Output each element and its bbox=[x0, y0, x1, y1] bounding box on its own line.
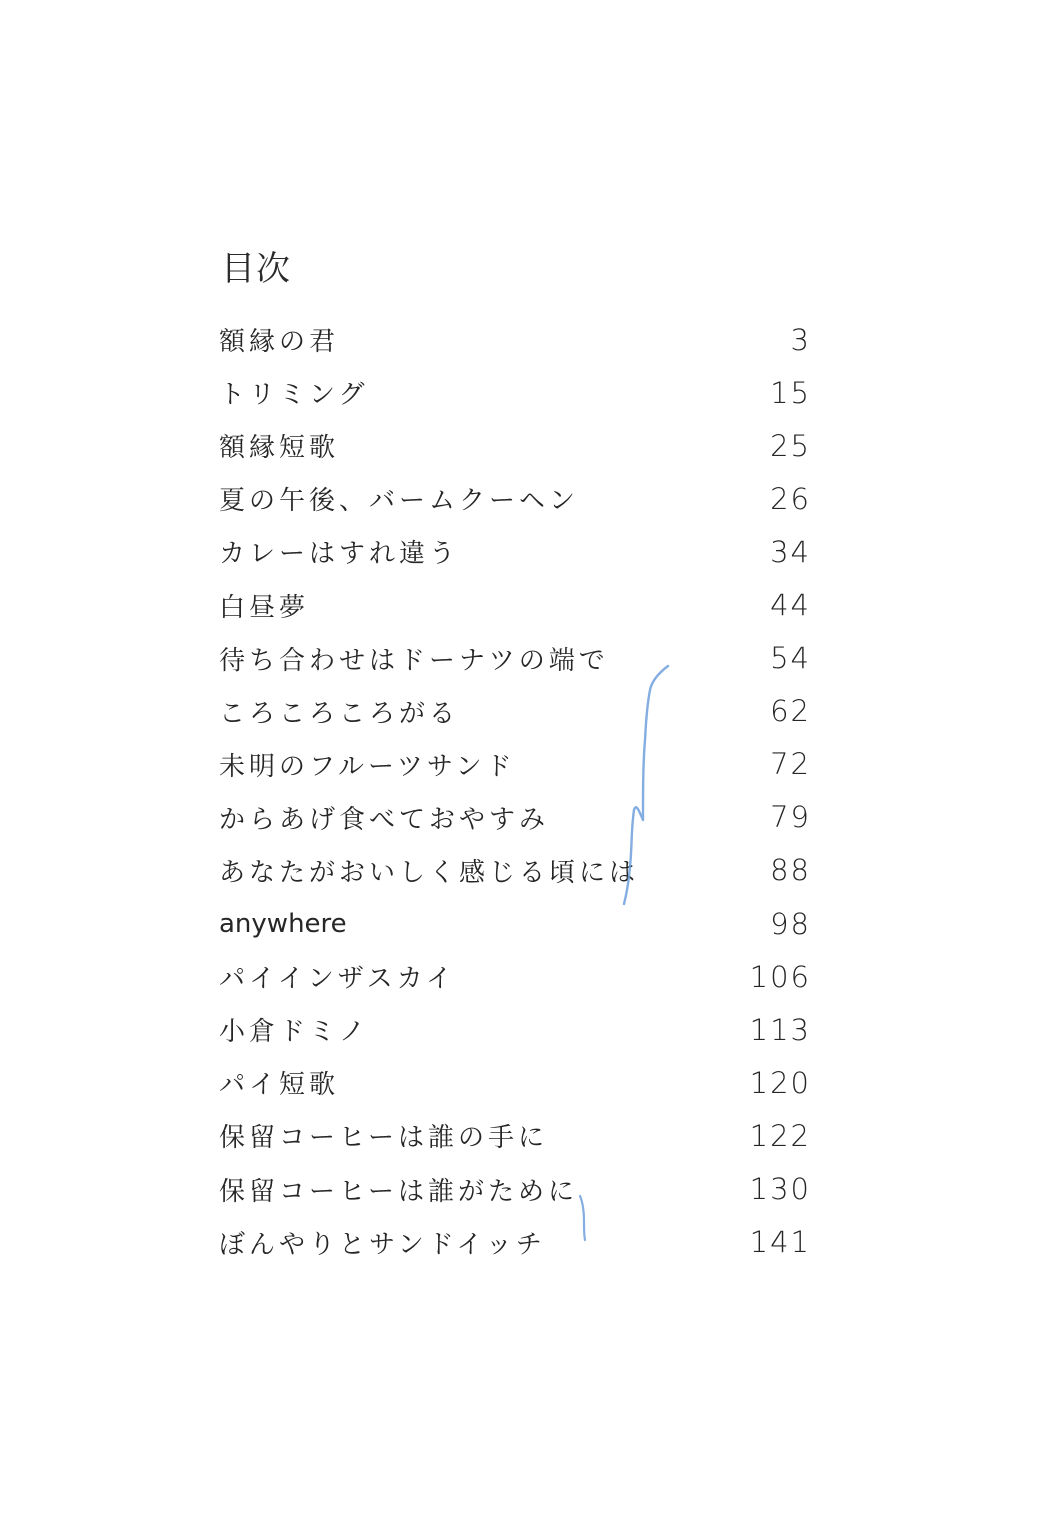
toc-row bbox=[219, 844, 811, 897]
toc-entry-title: 小倉ドミノ bbox=[219, 1017, 370, 1048]
toc-entry-page: 44 bbox=[770, 588, 811, 623]
toc-entry-title: カレーはすれ違う bbox=[219, 539, 460, 570]
toc-entry-page: 25 bbox=[770, 428, 811, 463]
toc-entry-title: トリミング bbox=[219, 380, 369, 411]
toc-heading: 目次 bbox=[221, 249, 291, 289]
toc-entry-title: 白昼夢 bbox=[219, 592, 310, 623]
toc-entry-page: 79 bbox=[770, 800, 811, 835]
toc-entry-page: 120 bbox=[749, 1065, 811, 1100]
toc-row bbox=[219, 685, 811, 738]
toc-entry-title: からあげ食べておやすみ bbox=[219, 804, 550, 835]
toc-row bbox=[219, 950, 811, 1003]
toc-entry-title: 夏の午後、バームクーヘン bbox=[219, 486, 580, 517]
toc-entry-page: 106 bbox=[749, 959, 811, 994]
toc-entry-title: 保留コーヒーは誰がために bbox=[219, 1176, 578, 1207]
toc-entry-title: 未明のフルーツサンド bbox=[219, 751, 516, 782]
toc-row bbox=[219, 791, 811, 844]
toc-entry-page: 122 bbox=[749, 1118, 811, 1153]
toc-row bbox=[219, 1163, 811, 1216]
toc-entry-title: ぼんやりとサンドイッチ bbox=[219, 1229, 546, 1260]
toc-entry-page: 3 bbox=[790, 322, 811, 357]
toc-entry-page: 130 bbox=[749, 1172, 811, 1207]
toc-entry-page: 72 bbox=[770, 747, 811, 782]
toc-entry-title: あなたがおいしく感じる頃には bbox=[219, 857, 640, 888]
toc-row bbox=[219, 1216, 811, 1269]
toc-row bbox=[219, 632, 811, 685]
toc-row bbox=[219, 366, 811, 419]
toc-entry-title: anywhere bbox=[219, 908, 347, 939]
toc-row bbox=[219, 1056, 811, 1109]
toc-entry-title: 額縁短歌 bbox=[219, 433, 340, 464]
toc-entry-page: 15 bbox=[770, 375, 811, 410]
toc-row bbox=[219, 472, 811, 525]
toc-entry-title: 額縁の君 bbox=[219, 327, 340, 358]
toc-entry-page: 54 bbox=[770, 641, 811, 676]
toc-entry-page: 34 bbox=[770, 534, 811, 569]
toc-entry-page: 26 bbox=[770, 481, 811, 516]
toc-entry-page: 141 bbox=[749, 1225, 811, 1260]
toc-entry-title: 待ち合わせはドーナツの端で bbox=[219, 645, 609, 676]
toc-entry-title: ころころころがる bbox=[219, 698, 460, 729]
toc-row bbox=[219, 578, 811, 631]
toc-entry-title: パイインザスカイ bbox=[219, 964, 456, 995]
toc-list bbox=[219, 313, 811, 1269]
toc-entry-title: 保留コーヒーは誰の手に bbox=[219, 1123, 548, 1154]
toc-row bbox=[219, 738, 811, 791]
toc-row bbox=[219, 897, 811, 950]
toc-entry-page: 62 bbox=[770, 694, 811, 729]
toc-entry-page: 88 bbox=[770, 853, 811, 888]
toc-row bbox=[219, 419, 811, 472]
toc-entry-page: 113 bbox=[749, 1012, 811, 1047]
toc-entry-page: 98 bbox=[770, 906, 811, 941]
toc-row bbox=[219, 1003, 811, 1056]
toc-row bbox=[219, 313, 811, 366]
toc-entry-title: パイ短歌 bbox=[219, 1070, 340, 1101]
toc-row bbox=[219, 525, 811, 578]
toc-row bbox=[219, 1109, 811, 1162]
